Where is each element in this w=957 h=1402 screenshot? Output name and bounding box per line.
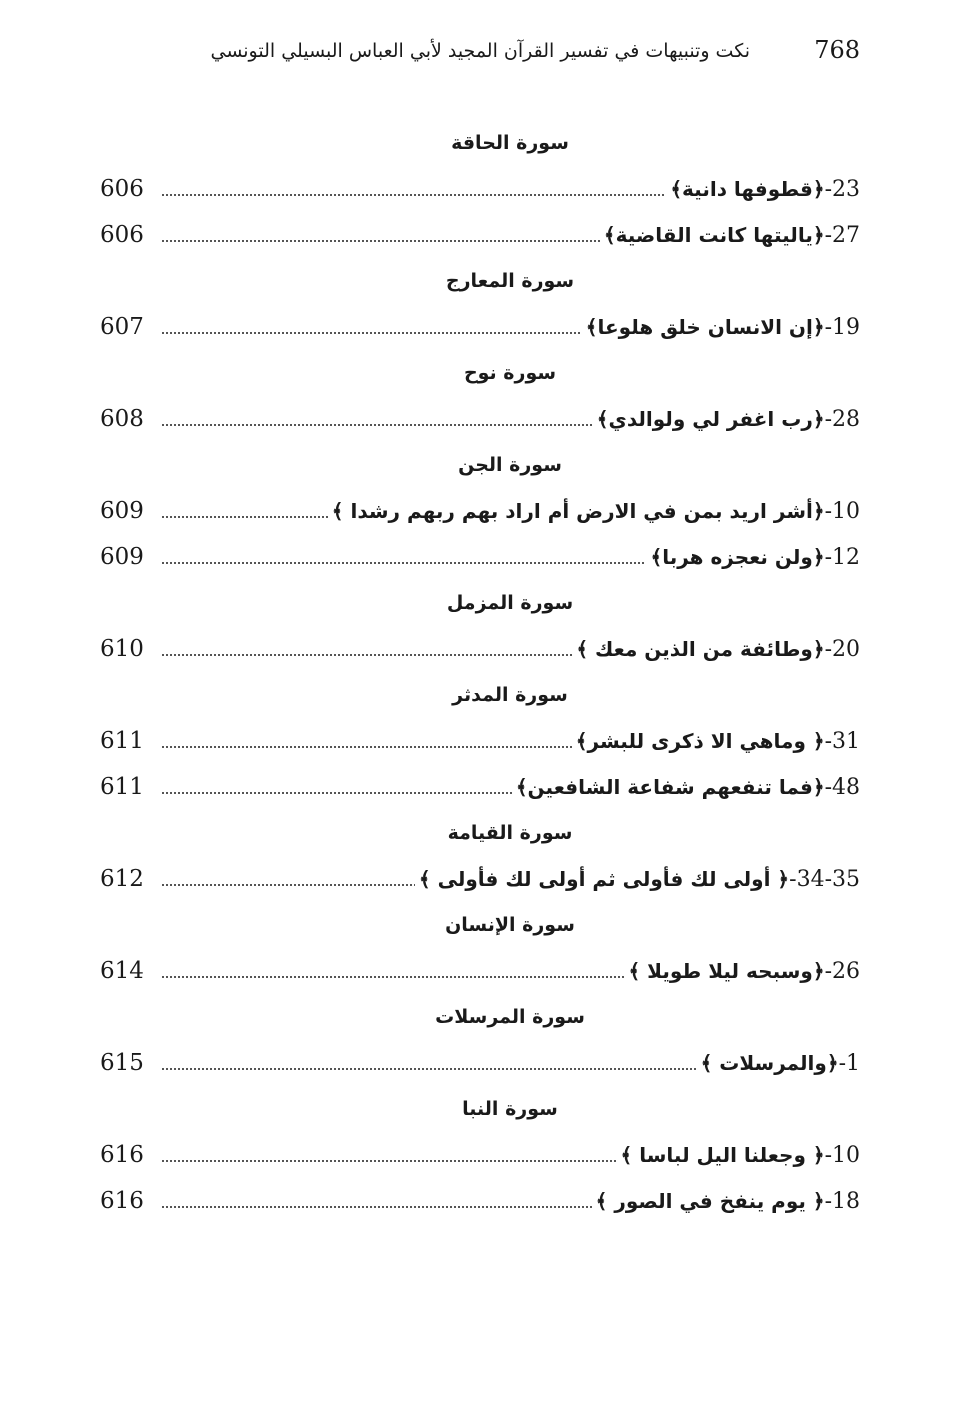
entry-page-number: 612 bbox=[100, 866, 144, 892]
entry-page-number: 615 bbox=[100, 1050, 144, 1076]
entry-text bbox=[666, 166, 860, 213]
verse-number: 26- bbox=[824, 959, 860, 984]
entry-text bbox=[592, 1178, 860, 1225]
entry-text bbox=[697, 1040, 860, 1087]
verse-number: 34-35- bbox=[789, 867, 860, 892]
entry-page-number: 606 bbox=[100, 176, 144, 202]
entry-text bbox=[582, 304, 860, 351]
entry-text bbox=[593, 396, 860, 443]
verse-text: ﴿ولن نعجزه هربا﴾ bbox=[650, 545, 825, 569]
verse-text: ﴿أشر اريد بمن في الارض أم اراد بهم ربهم رشدا ﴾ bbox=[331, 499, 825, 523]
running-header bbox=[210, 34, 860, 78]
entry-text bbox=[646, 534, 860, 581]
toc-entry bbox=[100, 626, 860, 672]
entry-page-number: 609 bbox=[100, 544, 144, 570]
verse-number: 1- bbox=[838, 1051, 860, 1076]
verse-text: ﴿قطوفها دانية﴾ bbox=[670, 177, 825, 201]
entry-text bbox=[572, 626, 860, 673]
verse-number: 18- bbox=[824, 1189, 860, 1214]
verse-number: 20- bbox=[824, 637, 860, 662]
verse-text: ﴿رب اغفر لي ولوالدي﴾ bbox=[596, 407, 825, 431]
verse-number: 28- bbox=[824, 407, 860, 432]
toc-entry bbox=[100, 212, 860, 258]
entry-page-number: 611 bbox=[100, 728, 144, 754]
verse-number: 12- bbox=[824, 545, 860, 570]
entry-page-number: 616 bbox=[100, 1188, 144, 1214]
entry-text bbox=[617, 1132, 860, 1179]
sura-heading: سورة الجن bbox=[458, 454, 562, 476]
verse-text: ﴿ يوم ينفخ في الصور ﴾ bbox=[595, 1189, 825, 1213]
entry-page-number: 616 bbox=[100, 1142, 144, 1168]
toc-entry bbox=[100, 488, 860, 534]
toc-entry bbox=[100, 718, 860, 764]
header-page-number: 768 bbox=[814, 36, 860, 64]
entry-page-number: 610 bbox=[100, 636, 144, 662]
sura-heading: سورة القيامة bbox=[447, 822, 573, 844]
verse-text: ﴿ وماهي الا ذكرى للبشر﴾ bbox=[575, 729, 825, 753]
entry-text bbox=[328, 488, 860, 535]
toc-entry bbox=[100, 396, 860, 442]
entry-page-number: 609 bbox=[100, 498, 144, 524]
entry-text bbox=[572, 718, 860, 765]
entry-page-number: 611 bbox=[100, 774, 144, 800]
toc-entry bbox=[100, 1040, 860, 1086]
entry-page-number: 614 bbox=[100, 958, 144, 984]
verse-number: 19- bbox=[824, 315, 860, 340]
verse-number: 10- bbox=[824, 499, 860, 524]
entry-page-number: 608 bbox=[100, 406, 144, 432]
sura-heading: سورة المزمل bbox=[446, 592, 574, 614]
verse-number: 23- bbox=[824, 177, 860, 202]
toc-entry bbox=[100, 764, 860, 810]
toc-entry bbox=[100, 856, 860, 902]
sura-heading: سورة الإنسان bbox=[445, 914, 575, 936]
verse-text: ﴿ وجعلنا اليل لباسا ﴾ bbox=[620, 1143, 825, 1167]
verse-text: ﴿والمرسلات ﴾ bbox=[700, 1051, 839, 1075]
sura-heading: سورة الحاقة bbox=[451, 132, 569, 154]
entry-text bbox=[624, 948, 860, 995]
sura-heading: سورة نوح bbox=[463, 362, 557, 384]
toc-entry bbox=[100, 1132, 860, 1178]
toc-entry bbox=[100, 534, 860, 580]
verse-number: 10- bbox=[824, 1143, 860, 1168]
verse-text: ﴿فما تنفعهم شفاعة الشافعين﴾ bbox=[515, 775, 825, 799]
sura-heading: سورة النبا bbox=[462, 1098, 558, 1120]
entry-page-number: 606 bbox=[100, 222, 144, 248]
verse-text: ﴿وطائفة من الذين معك ﴾ bbox=[576, 637, 825, 661]
sura-heading: سورة المرسلات bbox=[435, 1006, 585, 1028]
toc-entry bbox=[100, 166, 860, 212]
verse-text: ﴿ أولى لك فأولى ثم أولى لك فأولى ﴾ bbox=[418, 867, 790, 891]
verse-number: 27- bbox=[824, 223, 860, 248]
verse-text: ﴿ياليتها كانت القاضية﴾ bbox=[603, 223, 825, 247]
table-of-contents bbox=[100, 120, 860, 1224]
verse-number: 48- bbox=[824, 775, 860, 800]
header-title: نكت وتنبيهات في تفسير القرآن المجيد لأبي العباس البسيلي التونسي bbox=[210, 40, 750, 62]
entry-text bbox=[512, 764, 860, 811]
toc-entry bbox=[100, 304, 860, 350]
entry-page-number: 607 bbox=[100, 314, 144, 340]
toc-entry bbox=[100, 948, 860, 994]
sura-heading: سورة المدثر bbox=[452, 684, 568, 706]
entry-text bbox=[600, 212, 860, 259]
toc-entry bbox=[100, 1178, 860, 1224]
verse-number: 31- bbox=[824, 729, 860, 754]
verse-text: ﴿وسبحه ليلا طويلا ﴾ bbox=[628, 959, 825, 983]
entry-text bbox=[415, 856, 860, 903]
verse-text: ﴿إن الانسان خلق هلوعا﴾ bbox=[585, 315, 825, 339]
sura-heading: سورة المعارج bbox=[445, 270, 575, 292]
